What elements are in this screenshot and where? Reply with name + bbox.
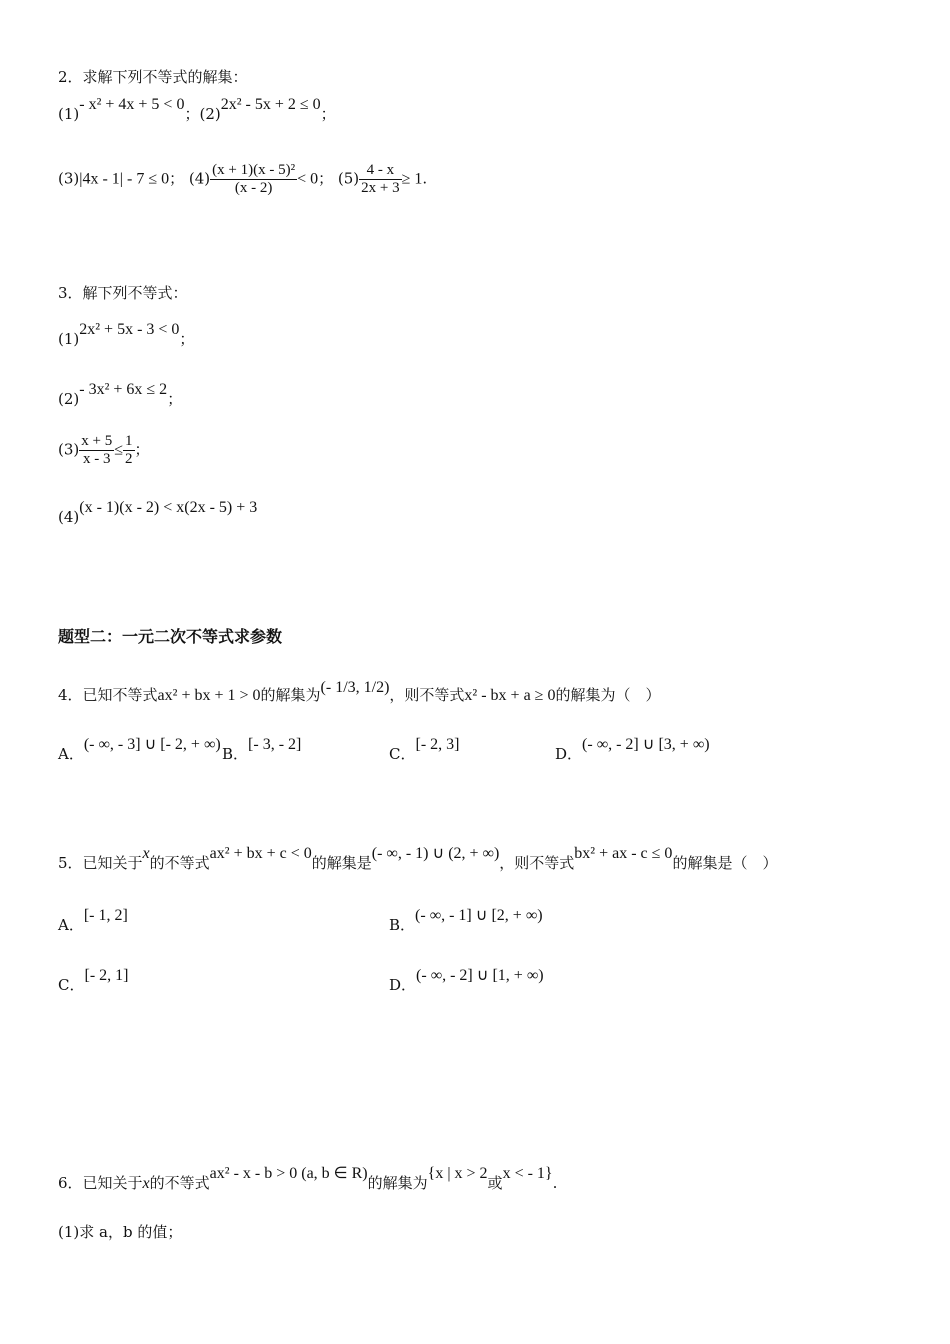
q2-p4-fraction	[210, 162, 297, 197]
q4-ineq2: x² - bx + a ≥ 0	[464, 687, 556, 704]
q5-option-d-label: D．	[389, 976, 417, 994]
q4-mid2: ，则不等式	[389, 686, 465, 704]
q5-mid3: ，则不等式	[499, 854, 575, 872]
q6-set-a: {x | x > 2	[427, 1165, 488, 1182]
q2-sep4: ；	[318, 169, 334, 188]
q2-sep3: ；	[169, 169, 185, 188]
q5-ineq2: bx² + ax - c ≤ 0	[574, 845, 673, 862]
q6-mid1: 的不等式	[149, 1174, 210, 1192]
q2-end5: .	[422, 169, 428, 188]
q4-mid1: 的解集为	[260, 686, 321, 704]
q2-p3-label: (3)	[58, 169, 80, 188]
q3-row4	[58, 499, 258, 527]
q2-row1	[58, 96, 336, 124]
q5-pre: 5．已知关于	[58, 854, 143, 872]
q5-option-d-value: (- ∞, - 2] ∪ [1, + ∞)	[416, 967, 544, 984]
q5-option-c[interactable]	[58, 967, 129, 995]
q4-post: 的解集为（ ）	[555, 686, 661, 704]
q2-p5-label: (5)	[337, 169, 360, 188]
q2-p2-label: (2)	[199, 105, 221, 123]
q4-option-a-label: A．	[58, 745, 84, 763]
q2-p5-fraction	[359, 162, 401, 197]
q3-p2-label: (2)	[58, 390, 80, 408]
q3-p2-expr: - 3x² + 6x ≤ 2	[79, 381, 168, 398]
q2-sep1: ；	[184, 105, 200, 123]
q3-p3-rhs-denominator: 2	[125, 451, 133, 467]
q3-p4-expr: (x - 1)(x - 2) < x(2x - 5) + 3	[79, 499, 258, 516]
q4-option-b-label: B．	[222, 745, 249, 763]
q2-p2-expr: 2x² - 5x + 2 ≤ 0	[220, 96, 321, 113]
q5-mid1: 的不等式	[149, 854, 210, 872]
q6-stem	[58, 1165, 558, 1193]
q6-pre: 6．已知关于	[58, 1174, 143, 1192]
q4-option-b[interactable]	[222, 736, 302, 764]
q5-ineq1: ax² + bx + c < 0	[209, 845, 312, 862]
q5-var: x	[142, 845, 150, 862]
q3-p3-rhs-numerator: 1	[125, 433, 133, 449]
q6-set-b: x < - 1}	[502, 1165, 553, 1182]
q4-option-d-value: (- ∞, - 2] ∪ [3, + ∞)	[582, 736, 710, 753]
q6-or: 或	[487, 1174, 503, 1192]
q4-option-c-value: [- 2, 3]	[415, 736, 460, 753]
q3-p1-expr: 2x² + 5x - 3 < 0	[79, 321, 180, 338]
q3-p3-rel: ≤	[114, 441, 123, 459]
q4-option-d-label: D．	[555, 745, 583, 763]
q3-row2	[58, 381, 183, 409]
q2-p1-expr: - x² + 4x + 5 < 0	[79, 96, 185, 113]
q2-p5-rel: ≥ 1	[401, 170, 423, 188]
q5-option-c-label: C．	[58, 976, 85, 994]
q2-p4-numerator: (x + 1)(x - 5)²	[212, 162, 296, 178]
q2-row2	[58, 162, 427, 197]
q4-option-a-value: (- ∞, - 3] ∪ [- 2, + ∞)	[83, 736, 221, 753]
q2-p4-label: (4)	[188, 169, 211, 188]
q6-end: .	[552, 1174, 558, 1192]
q6-sub1: (1)求 a，b 的值；	[58, 1223, 183, 1241]
q5-stem	[58, 845, 778, 873]
q5-post: 的解集是（ ）	[672, 854, 778, 872]
q3-p3-numerator: x + 5	[81, 433, 113, 449]
q4-stem	[58, 679, 661, 705]
q2-p4-rel: < 0	[297, 170, 319, 188]
q2-p1-label: (1)	[58, 105, 80, 123]
q3-p4-label: (4)	[58, 508, 80, 526]
q2-p3-expr: |4x - 1| - 7 ≤ 0	[79, 170, 170, 188]
q3-p3-rhs-fraction	[123, 433, 135, 468]
q5-option-a[interactable]	[58, 907, 128, 935]
q5-option-b-value: (- ∞, - 1] ∪ [2, + ∞)	[415, 907, 543, 924]
q2-p4-denominator: (x - 2)	[234, 180, 273, 196]
q3-row1	[58, 321, 195, 349]
q5-option-a-value: [- 1, 2]	[83, 907, 128, 924]
q2-stem: 2．求解下列不等式的解集：	[58, 68, 248, 86]
q5-set: (- ∞, - 1) ∪ (2, + ∞)	[371, 845, 500, 862]
q4-option-b-value: [- 3, - 2]	[248, 736, 302, 753]
q5-option-c-value: [- 2, 1]	[84, 967, 129, 984]
q3-sep3: ；	[134, 440, 150, 459]
q5-option-d[interactable]	[389, 967, 544, 995]
q6-mid2: 的解集为	[367, 1174, 428, 1192]
q4-option-a[interactable]	[58, 736, 221, 764]
q2-p5-denominator: 2x + 3	[361, 180, 400, 196]
q3-sep2: ；	[167, 390, 183, 408]
q3-sep1: ；	[179, 330, 195, 348]
q2-sep2: ；	[320, 105, 336, 123]
q6-var: x	[142, 1175, 150, 1192]
q5-option-b[interactable]	[389, 907, 543, 935]
q3-p3-label: (3)	[58, 440, 80, 459]
q3-stem: 3．解下列不等式：	[58, 284, 188, 302]
q4-pre: 4．已知不等式	[58, 686, 158, 704]
q3-p1-label: (1)	[58, 330, 80, 348]
q5-option-b-label: B．	[389, 916, 416, 934]
q3-p3-fraction	[79, 433, 114, 468]
q5-option-a-label: A．	[58, 916, 84, 934]
q4-option-d[interactable]	[555, 736, 710, 764]
q5-mid2: 的解集是	[311, 854, 372, 872]
q3-p3-denominator: x - 3	[82, 451, 111, 467]
q4-ineq1: ax² + bx + 1 > 0	[157, 687, 261, 704]
q4-option-c[interactable]	[389, 736, 460, 764]
q4-interval: (- 1/3, 1/2)	[320, 679, 390, 696]
q3-row3	[58, 433, 150, 468]
q2-p5-numerator: 4 - x	[359, 162, 401, 180]
q4-option-c-label: C．	[389, 745, 416, 763]
section-heading: 题型二：一元二次不等式求参数	[58, 627, 283, 646]
q6-ineq: ax² - x - b > 0 (a, b ∈ R)	[209, 1165, 368, 1182]
